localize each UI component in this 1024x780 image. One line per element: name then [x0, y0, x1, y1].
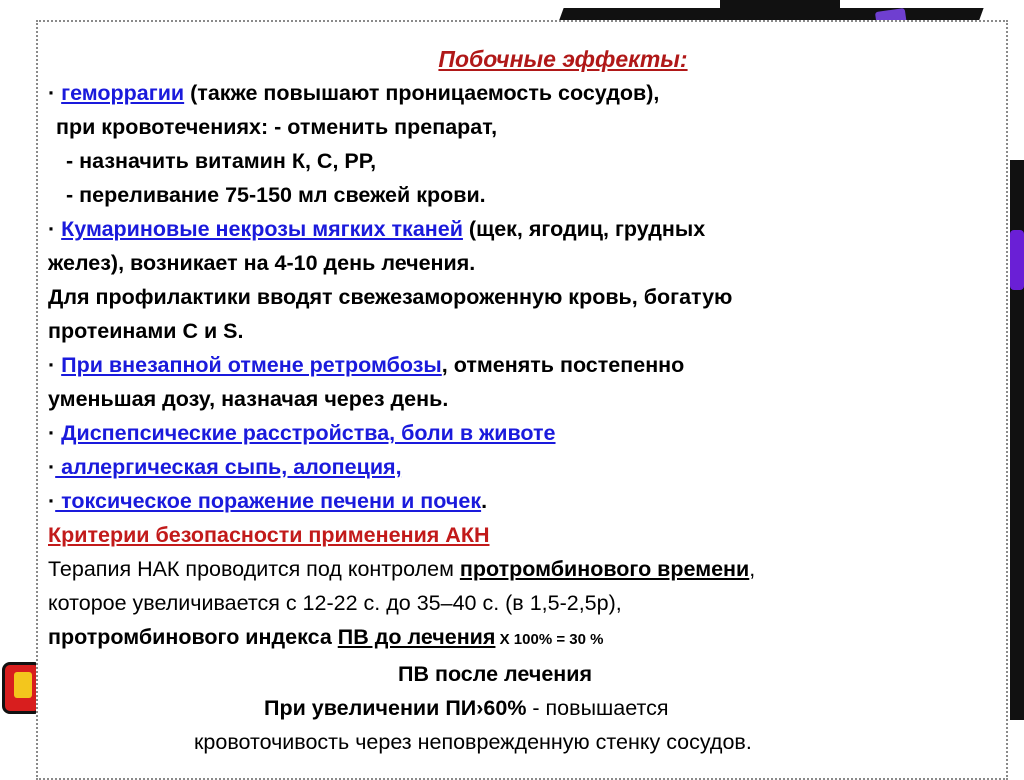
decorative-left-yellow-shape	[14, 672, 32, 698]
link-withdrawal[interactable]: При внезапной отмене ретромбозы	[61, 353, 442, 377]
line-bleeding: при кровотечениях: - отменить препарат,	[56, 115, 498, 139]
prothrombin-time-term: протромбинового времени	[459, 557, 750, 581]
line-allergy	[48, 450, 998, 484]
line-toxicity	[48, 484, 998, 518]
line-index-formula	[48, 620, 998, 657]
line-pi-increase	[48, 691, 998, 725]
bullet: ·	[48, 81, 56, 105]
line-dyspepsia	[48, 416, 998, 450]
line-proteins: протеинами С и S.	[48, 319, 244, 343]
line-increase: которое увеличивается с 12-22 с. до 35–40 с. (в 1,5-2,5р),	[48, 591, 622, 615]
line-text: Терапия НАК проводится под контролем	[48, 557, 460, 581]
line-necrosis	[48, 212, 998, 246]
decorative-right-purple	[1010, 230, 1024, 290]
line-prophylaxis: Для профилактики вводят свежезамороженную кровь, богатую	[48, 285, 733, 309]
slide-panel	[36, 20, 1008, 780]
safety-criteria-heading: Критерии безопасности применения АКН	[48, 523, 490, 547]
bullet: ·	[48, 353, 56, 377]
formula-denominator: ПВ после лечения	[398, 662, 593, 686]
line-bleeding-risk: кровоточивость через неповрежденную стенку сосудов.	[194, 730, 752, 754]
bullet: ·	[48, 217, 56, 241]
line-withdrawal-cont: уменьшая дозу, назначая через день.	[48, 387, 449, 411]
bullet: ·	[48, 455, 56, 479]
link-toxicity[interactable]: токсическое поражение печени и почек	[55, 489, 482, 513]
link-dyspepsia[interactable]: Диспепсические расстройства, боли в животе	[61, 421, 556, 445]
bullet: ·	[48, 489, 56, 513]
line-text: ,	[749, 557, 756, 581]
line-therapy	[48, 552, 998, 586]
line-text: .	[481, 489, 488, 513]
line-text: (щек, ягодиц, грудных	[462, 217, 706, 241]
line-text: - повышается	[526, 696, 669, 720]
formula-numerator: ПВ до лечения	[337, 625, 496, 649]
slide-title: Побочные эффекты:	[438, 46, 688, 72]
line-text: (также повышают проницаемость сосудов),	[184, 81, 660, 105]
line-withdrawal	[48, 348, 998, 382]
link-allergy[interactable]: аллергическая сыпь, алопеция,	[55, 455, 402, 479]
line-transfusion: - переливание 75-150 мл свежей крови.	[66, 183, 486, 207]
line-text: протромбинового индекса	[48, 625, 338, 649]
link-hemorrhage[interactable]: геморрагии	[61, 81, 185, 105]
bullet: ·	[48, 421, 56, 445]
line-text: , отменять постепенно	[441, 353, 685, 377]
formula-multiplier: Х 100% = 30 %	[495, 631, 604, 648]
line-hemorrhage	[48, 76, 998, 110]
decorative-top-block	[720, 0, 840, 22]
line-vitamins: - назначить витамин К, С, РР,	[66, 149, 377, 173]
line-necrosis-cont: желез), возникает на 4-10 день лечения.	[48, 251, 476, 275]
link-necrosis[interactable]: Кумариновые некрозы мягких тканей	[61, 217, 463, 241]
line-text: При увеличении ПИ›60%	[264, 696, 527, 720]
slide-content	[48, 42, 998, 759]
